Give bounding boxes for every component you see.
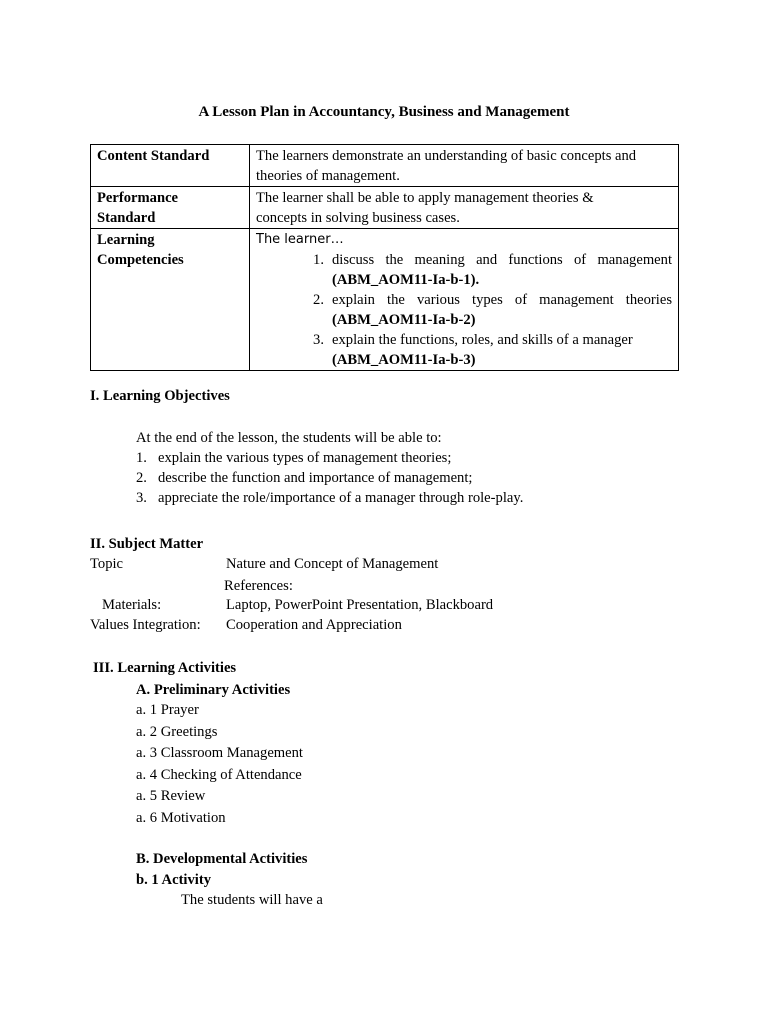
document-title: A Lesson Plan in Accountancy, Business and Management (198, 104, 570, 120)
competencies-intro: The learner… (256, 232, 344, 247)
performance-standard-row (91, 187, 679, 229)
list-item: a. 5 Review (136, 788, 206, 804)
competency-code: (ABM_AOM11-Ia-b-2) (332, 312, 476, 328)
materials-value: Laptop, PowerPoint Presentation, Blackboard (226, 597, 494, 613)
competency-code: (ABM_AOM11-Ia-b-1). (332, 272, 480, 288)
list-item: a. 4 Checking of Attendance (136, 766, 302, 783)
competency-code: (ABM_AOM11-Ia-b-3) (332, 352, 476, 368)
topic-label: Topic (90, 556, 124, 572)
list-item: a. 3 Classroom Management (136, 745, 303, 761)
objectives-intro: At the end of the lesson, the students will be able to: (136, 430, 442, 446)
materials-label: Materials: (102, 597, 162, 613)
competency-item: 1. discuss the meaning and functions of management (313, 252, 672, 268)
list-item: a. 6 Motivation (136, 809, 226, 826)
learning-competencies-label: Learning Competencies (91, 229, 250, 371)
developmental-activities-heading: B. Developmental Activities (136, 851, 308, 867)
standards-table (90, 144, 679, 371)
objective-item: 3. appreciate the role/importance of a manager through role-play. (136, 490, 524, 506)
learning-objectives-heading: I. Learning Objectives (90, 388, 230, 404)
content-standard-row (91, 145, 679, 187)
content-standard-label: Content Standard (91, 145, 250, 187)
competency-item: 3. explain the functions, roles, and skills of a manager (313, 332, 633, 348)
subject-matter-heading: II. Subject Matter (90, 536, 204, 552)
preliminary-activities-list (136, 700, 303, 829)
objective-item: 2. describe the function and importance of management; (136, 470, 473, 486)
performance-standard-text: The learner shall be able to apply management theories & concepts in solving business cases. (250, 187, 679, 229)
topic-value: Nature and Concept of Management (226, 556, 439, 572)
values-integration-label: Values Integration: (90, 617, 201, 633)
activity-heading: b. 1 Activity (136, 872, 211, 888)
activity-text: The students will have a (181, 892, 323, 908)
competency-item: 2. explain the various types of management theories (313, 292, 672, 308)
list-item: a. 2 Greetings (136, 723, 218, 740)
learning-objectives-list (136, 428, 523, 508)
learning-competencies-text (250, 229, 679, 371)
preliminary-activities-heading: A. Preliminary Activities (136, 682, 291, 698)
performance-standard-label: Performance Standard (91, 187, 250, 229)
objective-item: 1. explain the various types of management theories; (136, 450, 452, 466)
references-label: References: (224, 578, 293, 594)
learning-activities-heading: III. Learning Activities (93, 660, 237, 676)
values-integration-value: Cooperation and Appreciation (226, 617, 402, 633)
content-standard-text: The learners demonstrate an understanding of basic concepts and theories of management. (250, 145, 679, 187)
list-item: a. 1 Prayer (136, 702, 199, 718)
learning-competencies-row (91, 229, 679, 371)
